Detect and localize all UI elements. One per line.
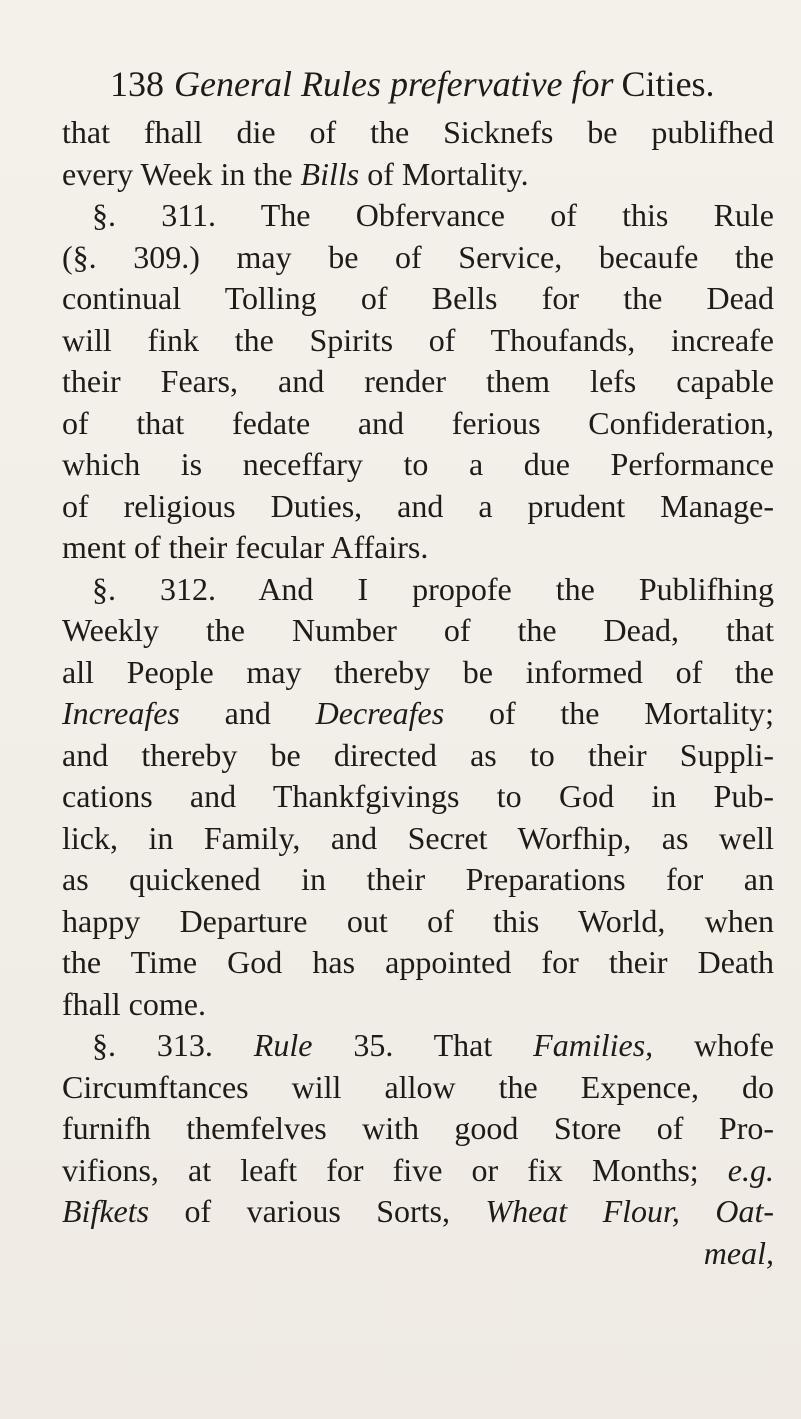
text-segment: (§. 309.) may be of Service, becaufe the <box>62 238 774 275</box>
text-line <box>62 901 774 943</box>
text-segment: vifions, at leaft for five or fix Months; <box>62 1151 728 1188</box>
text-segment: of that fedate and ferious Confideration, <box>62 404 774 441</box>
text-line <box>62 112 774 154</box>
text-segment: which is neceffary to a due Performance <box>62 446 774 482</box>
text-line <box>62 486 774 528</box>
text-segment: §. 312. And I propofe the Publifhing <box>92 570 774 607</box>
text-segment: of religious Duties, and a prudent Manage- <box>62 487 774 524</box>
text-segment: happy Departure out of this World, when <box>62 902 774 939</box>
text-segment: furnifh themfelves with good Store of Pro- <box>62 1110 774 1146</box>
italic-text: Rule <box>253 1027 313 1063</box>
italic-text: Increafes <box>62 695 180 731</box>
italic-text: Bills <box>300 155 360 192</box>
text-segment: of Mortality. <box>359 155 529 192</box>
text-line <box>62 1067 774 1109</box>
text-line <box>62 320 774 362</box>
italic-text: Bifkets <box>62 1193 150 1229</box>
text-segment: that fhall die of the Sicknefs be publifhed <box>62 114 774 150</box>
text-segment: as quickened in their Preparations for an <box>62 861 774 897</box>
text-segment <box>680 1193 715 1229</box>
text-segment: their Fears, and render them lefs capable <box>62 363 774 399</box>
text-segment: of the Mortality; <box>444 695 775 731</box>
text-line <box>62 735 774 777</box>
text-line <box>62 403 774 445</box>
text-line <box>62 818 774 860</box>
text-line <box>62 527 774 569</box>
text-line <box>62 569 774 611</box>
italic-text: Families, <box>533 1027 654 1063</box>
text-line <box>62 278 774 320</box>
italic-text: meal, <box>703 1234 774 1271</box>
text-line <box>62 1150 774 1192</box>
text-line <box>62 776 774 818</box>
text-line <box>62 942 774 984</box>
text-segment: §. 313. <box>92 1027 254 1063</box>
text-line <box>62 610 774 652</box>
text-segment: cations and Thankfgivings to God in Pub- <box>62 778 774 814</box>
text-segment: fhall come. <box>62 985 206 1022</box>
text-segment: lick, in Family, and Secret Worfhip, as well <box>62 819 774 856</box>
running-title: General Rules prefervative for <box>174 64 614 104</box>
text-segment: and thereby be directed as to their Suppli- <box>62 736 774 773</box>
text-line <box>62 1025 774 1067</box>
text-line <box>62 444 774 486</box>
text-line <box>62 1191 774 1233</box>
text-line <box>62 1108 774 1150</box>
text-line <box>62 237 774 279</box>
italic-text: Oat- <box>715 1193 775 1229</box>
text-segment: 35. That <box>312 1027 534 1063</box>
text-segment: every Week in the <box>62 155 301 192</box>
text-line <box>62 859 774 901</box>
text-line <box>62 984 774 1026</box>
text-segment: ment of their fecular Affairs. <box>62 529 429 565</box>
text-segment: all People may thereby be informed of the <box>62 653 774 690</box>
text-line <box>62 195 774 237</box>
body-text <box>62 112 774 1274</box>
italic-text: Decreafes <box>315 695 445 731</box>
italic-text: e.g. <box>727 1151 774 1188</box>
text-line <box>62 1233 774 1275</box>
running-title-tail: Cities. <box>621 64 715 104</box>
text-line <box>62 154 774 196</box>
running-header <box>110 62 770 106</box>
page-number: 138 <box>110 64 164 104</box>
text-segment: and <box>179 695 316 731</box>
text-segment: §. 311. The Obfervance of this Rule <box>92 197 774 233</box>
italic-text: Wheat Flour, <box>485 1193 680 1229</box>
text-line <box>62 361 774 403</box>
text-segment: Circumftances will allow the Expence, do <box>62 1068 774 1105</box>
text-segment: the Time God has appointed for their Death <box>62 944 774 980</box>
text-segment: will fink the Spirits of Thoufands, increafe <box>62 321 774 358</box>
text-segment: whofe <box>653 1027 774 1063</box>
text-segment: continual Tolling of Bells for the Dead <box>62 280 774 316</box>
text-line <box>62 693 774 735</box>
text-segment: of various Sorts, <box>149 1193 486 1229</box>
text-segment: Weekly the Number of the Dead, that <box>62 612 774 648</box>
text-line <box>62 652 774 694</box>
